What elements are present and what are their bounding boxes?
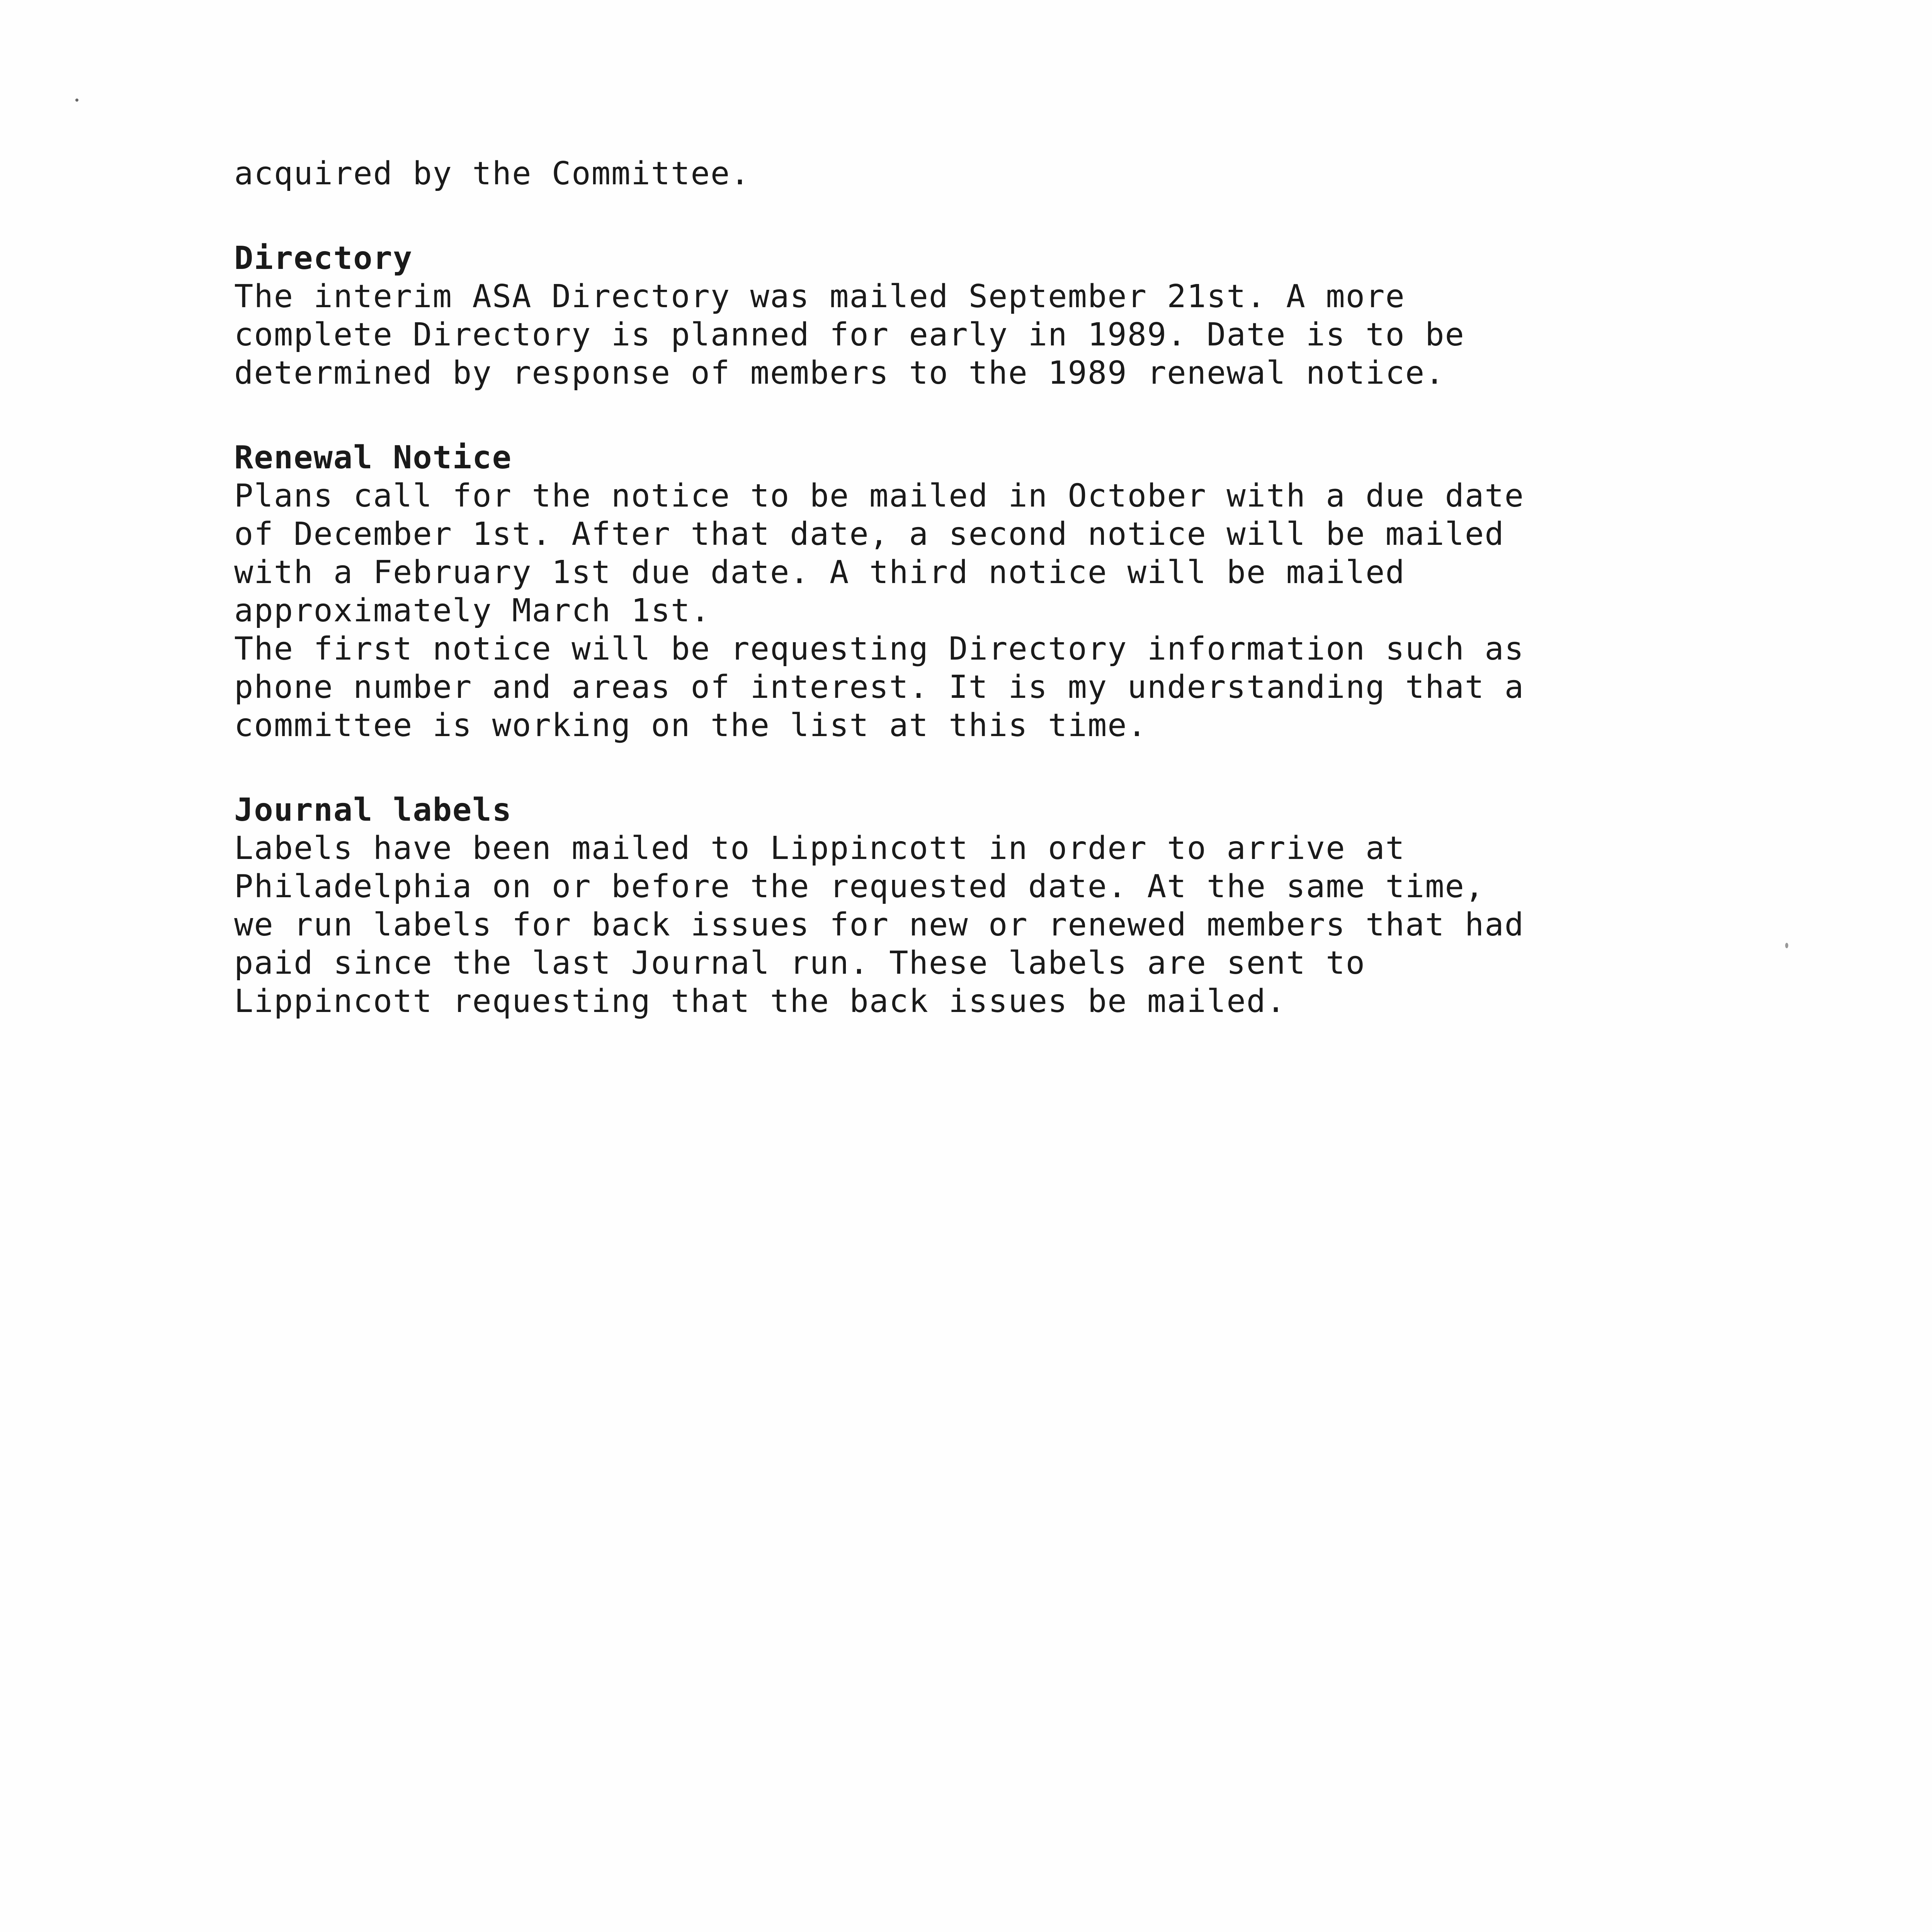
section-renewal-notice — [234, 439, 1780, 745]
section-line: Labels have been mailed to Lippincott in order to arrive at — [234, 830, 1405, 867]
section-heading: Renewal Notice — [234, 439, 512, 476]
section-directory — [234, 239, 1780, 392]
section-line: committee is working on the list at this time. — [234, 707, 1147, 744]
section-line: Plans call for the notice to be mailed in October with a due date — [234, 478, 1524, 514]
document-body — [234, 155, 1780, 1020]
section-line: complete Directory is planned for early in 1989. Date is to be — [234, 316, 1465, 353]
section-journal-labels — [234, 791, 1780, 1020]
section-line: of December 1st. After that date, a second notice will be mailed — [234, 516, 1505, 553]
section-line: determined by response of members to the 1989 renewal notice. — [234, 355, 1445, 391]
section-heading: Journal labels — [234, 792, 512, 828]
section-line: we run labels for back issues for new or renewed members that had — [234, 906, 1524, 943]
section-line: paid since the last Journal run. These labels are sent to — [234, 945, 1366, 981]
section-line: The first notice will be requesting Directory information such as — [234, 631, 1524, 667]
section-line: Philadelphia on or before the requested date. At the same time, — [234, 868, 1485, 905]
section-line: with a February 1st due date. A third notice will be mailed — [234, 554, 1405, 591]
intro-line: acquired by the Committee. — [234, 155, 750, 192]
scan-speck — [1785, 943, 1788, 948]
section-line: The interim ASA Directory was mailed September 21st. A more — [234, 278, 1405, 315]
section-line: Lippincott requesting that the back issues be mailed. — [234, 983, 1286, 1020]
section-line: approximately March 1st. — [234, 592, 711, 629]
section-heading: Directory — [234, 240, 413, 277]
scan-speck — [75, 99, 78, 102]
section-line: phone number and areas of interest. It is my understanding that a — [234, 669, 1524, 706]
